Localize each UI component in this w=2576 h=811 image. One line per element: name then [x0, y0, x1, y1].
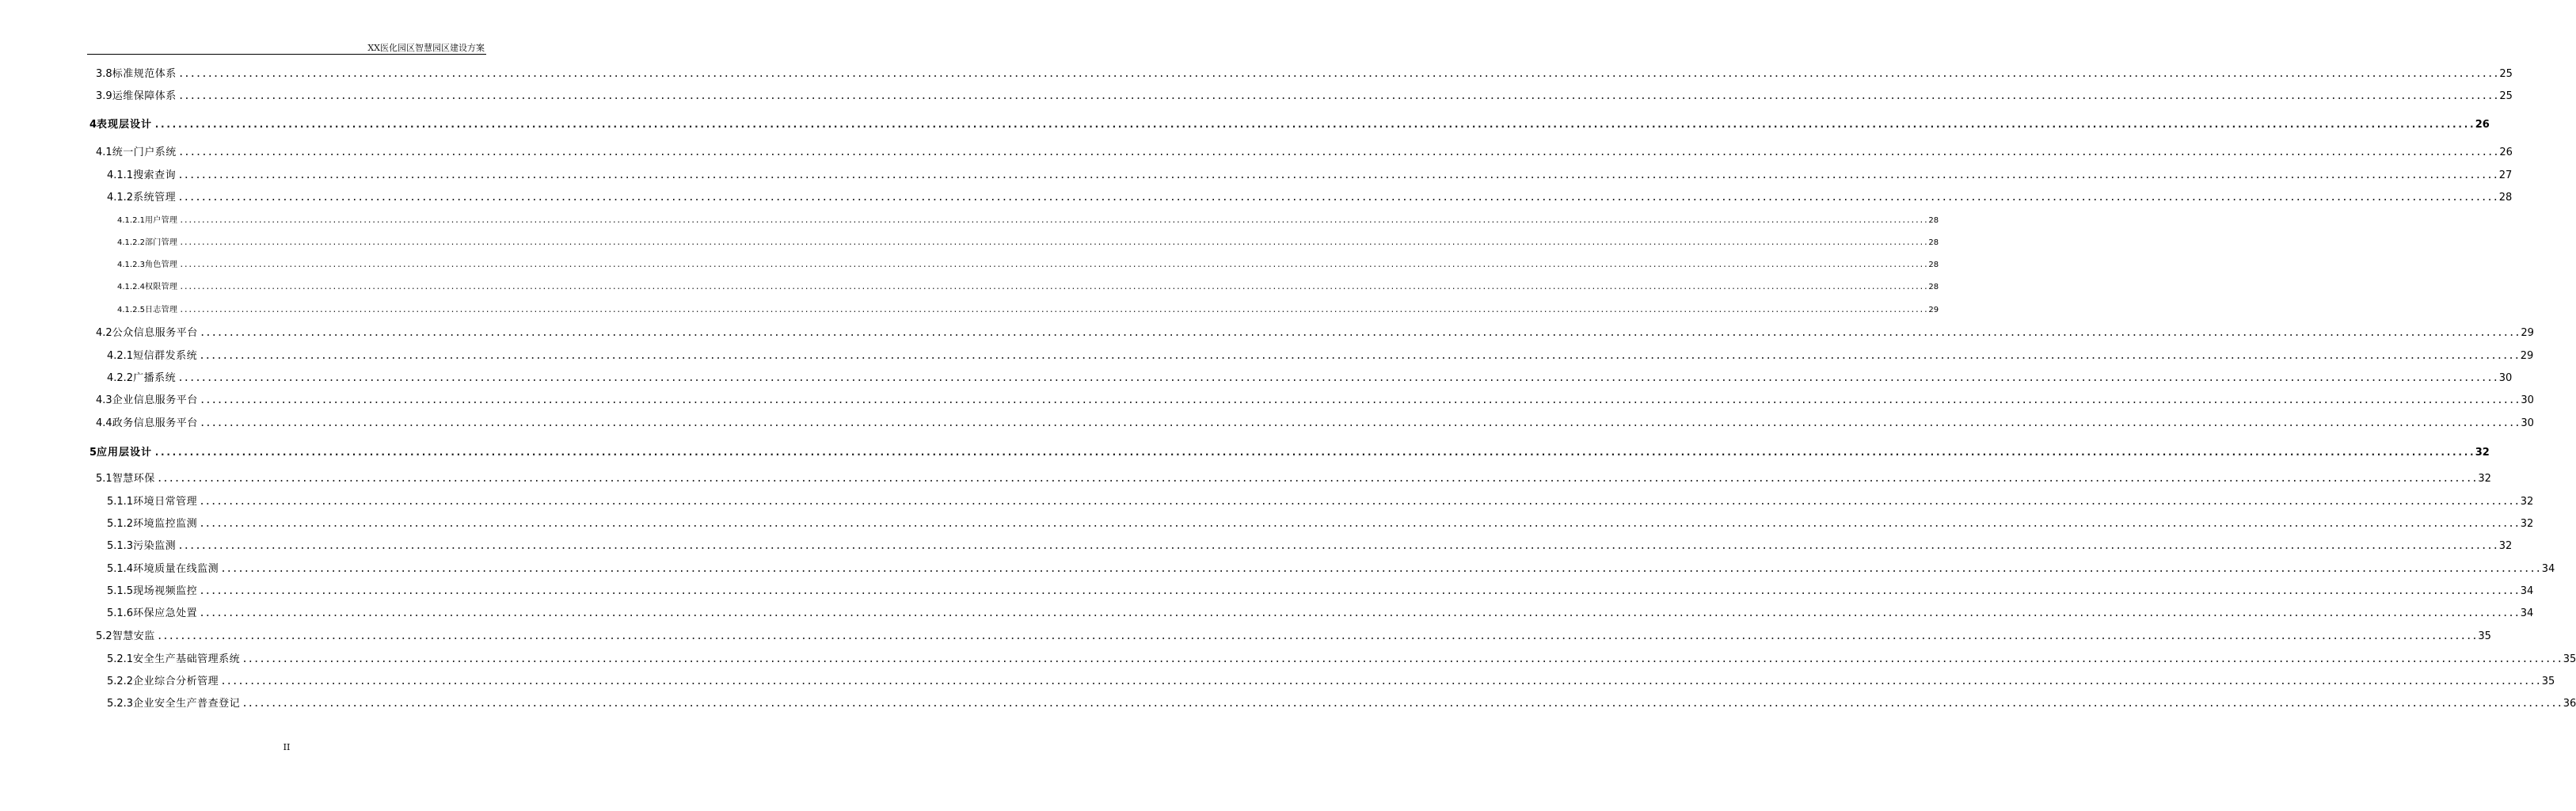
- toc-entry[interactable]: [89, 444, 2490, 459]
- toc-entry[interactable]: [96, 414, 2534, 430]
- toc-entry[interactable]: [107, 604, 2534, 620]
- toc-dot-leader: ................................................................................................................................................................................................................................................................................................................................................................................................................: [177, 372, 2498, 384]
- toc-entry-page: 36: [2563, 698, 2576, 710]
- toc-entry-number: 5.2.3: [107, 698, 134, 710]
- toc-dot-leader: ................................................................................................................................................................................................................................................................................................................................................................................................................: [177, 147, 2499, 158]
- toc-entry-number: 4.1.1: [107, 169, 134, 181]
- toc-entry-page: 32: [2520, 496, 2534, 508]
- toc-entry-number: 4.1.2.5: [117, 306, 145, 314]
- toc-entry-page: 25: [2499, 68, 2513, 80]
- toc-entry-number: 5.1.5: [107, 585, 134, 597]
- toc-entry-page: 32: [2520, 518, 2534, 530]
- toc-entry[interactable]: [89, 116, 2490, 131]
- toc-entry-page: 28: [1928, 238, 1939, 247]
- toc-entry[interactable]: [107, 166, 2513, 182]
- toc-entry-title: 政务信息服务平台: [112, 417, 198, 429]
- toc-entry-title: 短信群发系统: [133, 350, 198, 362]
- toc-dot-leader: ................................................................................................................................................................................................................................................................................................................................................................................................................: [220, 563, 2541, 575]
- toc-entry-title: 应用层设计: [97, 447, 153, 459]
- toc-entry-page: 26: [2499, 147, 2513, 158]
- toc-entry-number: 5.1.1: [107, 496, 134, 508]
- toc-entry[interactable]: [107, 347, 2534, 363]
- toc-entry-page: 34: [2520, 607, 2534, 619]
- toc-dot-leader: ................................................................................................................................................................................................................................................................................................................................................................................................................: [242, 698, 2563, 710]
- toc-dot-leader: ................................................................................................................................................................................................................................................................................................................................................................................................................: [199, 607, 2520, 619]
- toc-entry-page: 35: [2478, 630, 2491, 642]
- toc-dot-leader: ................................................................................................................................................................................................................................................................................................................................................................................................................: [177, 68, 2499, 80]
- toc-entry-title: 搜索查询: [133, 169, 177, 181]
- toc-entry-title: 企业信息服务平台: [112, 394, 198, 406]
- toc-entry-number: 4.2: [96, 327, 112, 339]
- toc-entry[interactable]: [96, 324, 2534, 340]
- toc-entry[interactable]: [117, 301, 1939, 317]
- toc-entry-number: 5.1: [96, 473, 112, 485]
- toc-dot-leader: ................................................................................................................................................................................................................................................................................................................................................................................................................: [179, 216, 1928, 225]
- toc-entry[interactable]: [107, 515, 2534, 531]
- toc-entry-title: 表现层设计: [97, 119, 153, 131]
- page-number: II: [283, 742, 291, 752]
- toc-dot-leader: ................................................................................................................................................................................................................................................................................................................................................................................................................: [177, 90, 2499, 102]
- toc-dot-leader: ................................................................................................................................................................................................................................................................................................................................................................................................................: [179, 261, 1928, 269]
- toc-entry-title: 企业综合分析管理: [133, 676, 219, 687]
- toc-entry[interactable]: [107, 672, 2555, 688]
- toc-entry-title: 环保应急处置: [133, 607, 198, 619]
- toc-entry[interactable]: [96, 65, 2513, 81]
- toc-entry[interactable]: [117, 278, 1939, 294]
- toc-entry-title: 统一门户系统: [112, 147, 177, 158]
- toc-dot-leader: ................................................................................................................................................................................................................................................................................................................................................................................................................: [156, 473, 2478, 485]
- toc-entry-title: 系统管理: [133, 192, 177, 204]
- toc-entry-page: 29: [1928, 306, 1939, 314]
- toc-entry[interactable]: [117, 256, 1939, 272]
- toc-entry-number: 4.1.2.1: [117, 216, 145, 225]
- running-header: XX医化园区智慧园区建设方案: [367, 43, 485, 53]
- toc-entry-number: 5.1.3: [107, 540, 134, 552]
- toc-dot-leader: ................................................................................................................................................................................................................................................................................................................................................................................................................: [177, 540, 2498, 552]
- toc-dot-leader: ................................................................................................................................................................................................................................................................................................................................................................................................................: [199, 394, 2521, 406]
- toc-dot-leader: ................................................................................................................................................................................................................................................................................................................................................................................................................: [199, 496, 2520, 508]
- toc-entry[interactable]: [107, 560, 2555, 576]
- toc-entry-title: 日志管理: [145, 306, 178, 314]
- toc-entry-title: 智慧环保: [112, 473, 155, 485]
- toc-entry-number: 5.1.2: [107, 518, 134, 530]
- toc-entry-page: 35: [2541, 676, 2555, 687]
- toc-entry-number: 4.4: [96, 417, 112, 429]
- toc-entry-number: 4.1.2: [107, 192, 134, 204]
- toc-entry-number: 3.8: [96, 68, 112, 80]
- toc-entry-number: 5.1.4: [107, 563, 134, 575]
- toc-dot-leader: ................................................................................................................................................................................................................................................................................................................................................................................................................: [199, 518, 2520, 530]
- toc-entry-number: 3.9: [96, 90, 112, 102]
- toc-dot-leader: ................................................................................................................................................................................................................................................................................................................................................................................................................: [179, 306, 1928, 314]
- toc-entry-title: 角色管理: [145, 261, 178, 269]
- toc-entry-page: 32: [2498, 540, 2513, 552]
- toc-dot-leader: ................................................................................................................................................................................................................................................................................................................................................................................................................: [177, 192, 2498, 204]
- toc-entry[interactable]: [96, 87, 2513, 103]
- toc-entry[interactable]: [107, 650, 2576, 666]
- toc-entry-page: 25: [2499, 90, 2513, 102]
- toc-entry-title: 标准规范体系: [112, 68, 177, 80]
- toc-entry[interactable]: [96, 470, 2491, 485]
- toc-entry[interactable]: [117, 211, 1939, 227]
- toc-entry-title: 用户管理: [145, 216, 178, 225]
- toc-entry-number: 5: [89, 447, 97, 459]
- toc-entry[interactable]: [117, 234, 1939, 249]
- toc-entry-title: 运维保障体系: [112, 90, 177, 102]
- toc-dot-leader: ................................................................................................................................................................................................................................................................................................................................................................................................................: [156, 630, 2478, 642]
- toc-entry-number: 5.2: [96, 630, 112, 642]
- toc-entry-page: 30: [2498, 372, 2513, 384]
- toc-dot-leader: ................................................................................................................................................................................................................................................................................................................................................................................................................: [242, 653, 2563, 665]
- toc-entry-title: 智慧安监: [112, 630, 155, 642]
- toc-entry-number: 4: [89, 119, 97, 131]
- toc-entry-title: 环境监控监测: [133, 518, 198, 530]
- toc-entry-page: 28: [1928, 216, 1939, 225]
- toc-entry-number: 4.2.1: [107, 350, 134, 362]
- toc-entry-number: 4.1.2.2: [117, 238, 145, 247]
- toc-entry-page: 30: [2521, 417, 2534, 429]
- toc-entry-page: 32: [2478, 473, 2491, 485]
- toc-dot-leader: ................................................................................................................................................................................................................................................................................................................................................................................................................: [199, 350, 2520, 362]
- toc-entry-title: 企业安全生产普查登记: [133, 698, 241, 710]
- toc-entry[interactable]: [107, 493, 2534, 508]
- toc-entry-number: 5.2.2: [107, 676, 134, 687]
- toc-entry-title: 环境日常管理: [133, 496, 198, 508]
- toc-entry-page: 28: [1928, 283, 1939, 291]
- toc-entry-page: 27: [2498, 169, 2513, 181]
- toc-entry-page: 28: [1928, 261, 1939, 269]
- toc-entry-page: 32: [2475, 447, 2490, 459]
- toc-entry-title: 权限管理: [145, 283, 178, 291]
- toc-entry-page: 34: [2520, 585, 2534, 597]
- toc-entry[interactable]: [107, 188, 2513, 204]
- toc-dot-leader: ................................................................................................................................................................................................................................................................................................................................................................................................................: [179, 238, 1928, 247]
- toc-entry-title: 安全生产基础管理系统: [133, 653, 241, 665]
- toc-entry-number: 4.1.2.3: [117, 261, 145, 269]
- toc-entry[interactable]: [96, 391, 2534, 407]
- toc-entry-page: 28: [2498, 192, 2513, 204]
- toc-entry-number: 4.1.2.4: [117, 283, 145, 291]
- toc-entry-page: 29: [2521, 327, 2534, 339]
- toc-entry-title: 公众信息服务平台: [112, 327, 198, 339]
- toc-entry-title: 部门管理: [145, 238, 178, 247]
- toc-entry[interactable]: [107, 695, 2576, 710]
- toc-dot-leader: ................................................................................................................................................................................................................................................................................................................................................................................................................: [154, 119, 2475, 131]
- toc-entry[interactable]: [107, 582, 2534, 598]
- toc-dot-leader: ................................................................................................................................................................................................................................................................................................................................................................................................................: [177, 169, 2498, 181]
- toc-entry[interactable]: [96, 143, 2513, 159]
- toc-entry-number: 4.1: [96, 147, 112, 158]
- toc-entry-title: 环境质量在线监测: [133, 563, 219, 575]
- toc-dot-leader: ................................................................................................................................................................................................................................................................................................................................................................................................................: [199, 327, 2521, 339]
- toc-dot-leader: ................................................................................................................................................................................................................................................................................................................................................................................................................: [199, 585, 2520, 597]
- toc-dot-leader: ................................................................................................................................................................................................................................................................................................................................................................................................................: [220, 676, 2541, 687]
- toc-entry-number: 4.3: [96, 394, 112, 406]
- toc-dot-leader: ................................................................................................................................................................................................................................................................................................................................................................................................................: [179, 283, 1928, 291]
- toc-entry-title: 现场视频监控: [133, 585, 198, 597]
- toc-entry[interactable]: [107, 537, 2513, 553]
- toc-entry-page: 35: [2563, 653, 2576, 665]
- toc-entry-page: 26: [2475, 119, 2490, 131]
- toc-entry-title: 污染监测: [133, 540, 177, 552]
- toc-entry[interactable]: [96, 627, 2491, 643]
- toc-entry-number: 5.1.6: [107, 607, 134, 619]
- toc-entry-title: 广播系统: [133, 372, 177, 384]
- toc-entry[interactable]: [107, 369, 2513, 385]
- toc-entry-page: 34: [2541, 563, 2555, 575]
- toc-dot-leader: ................................................................................................................................................................................................................................................................................................................................................................................................................: [154, 447, 2475, 459]
- toc-entry-number: 4.2.2: [107, 372, 134, 384]
- toc-entry-page: 30: [2521, 394, 2534, 406]
- toc-entry-page: 29: [2520, 350, 2534, 362]
- toc-dot-leader: ................................................................................................................................................................................................................................................................................................................................................................................................................: [199, 417, 2521, 429]
- toc-entry-number: 5.2.1: [107, 653, 134, 665]
